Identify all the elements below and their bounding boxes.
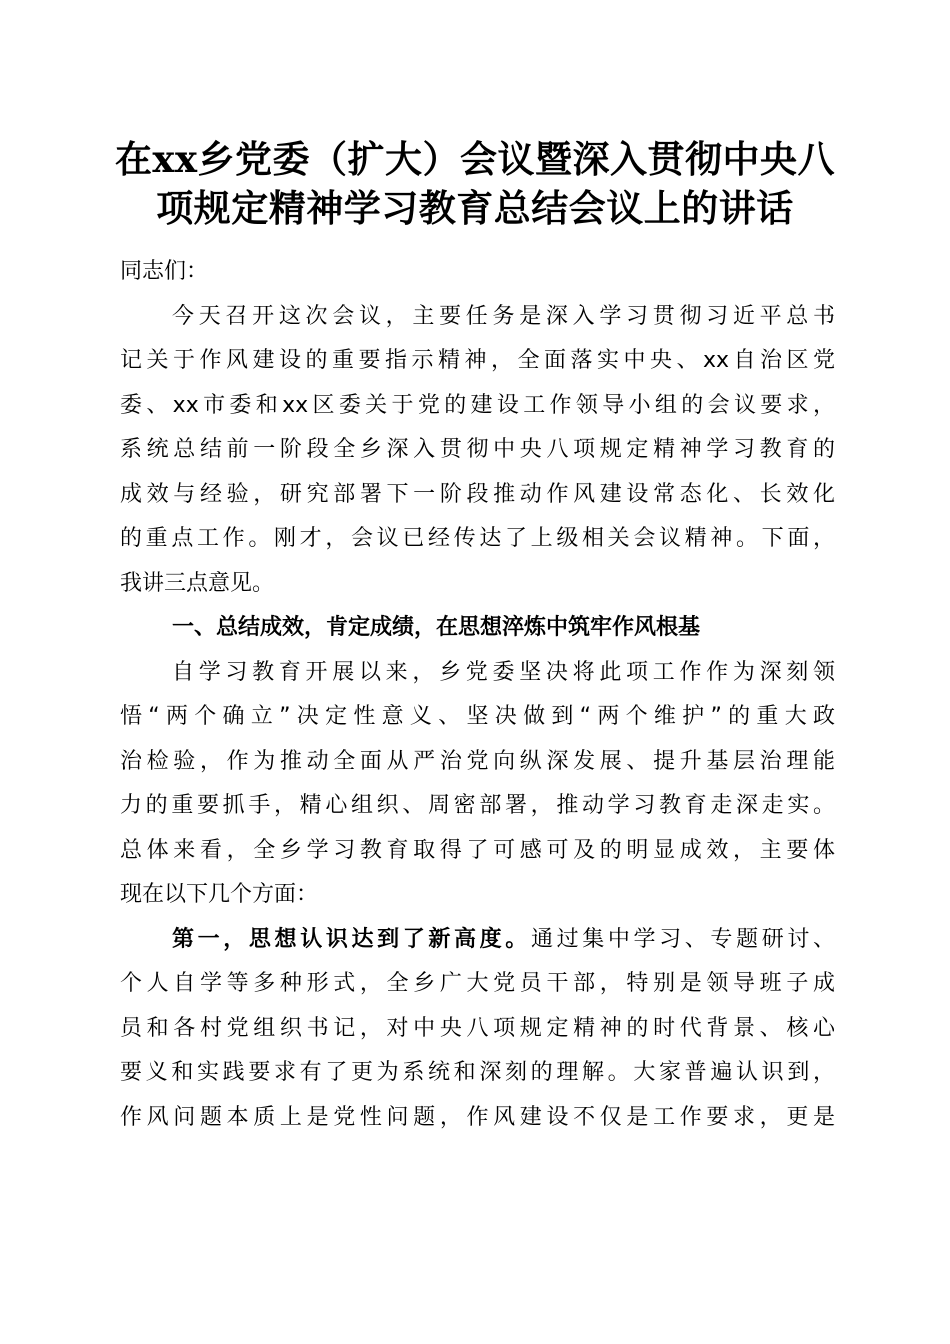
salutation: 同志们： (120, 259, 209, 284)
document-title (90, 135, 860, 233)
paragraph-line: 自学习教育开展以来，乡党委坚决将此项工作作为深刻领 (172, 659, 835, 685)
paragraph-line: 治检验，作为推动全面从严治党向纵深发展、提升基层治理能 (120, 748, 835, 774)
title-line-2: 项规定精神学习教育总结会议上的讲话 (156, 186, 794, 230)
title-line-1: 在xx乡党委（扩大）会议暨深入贯彻中央八 (114, 137, 836, 181)
paragraph-line: 委、xx市委和xx区委关于党的建设工作领导小组的会议要求， (120, 392, 835, 418)
paragraph-line: 悟“两个确立”决定性意义、坚决做到“两个维护”的重大政 (120, 704, 835, 729)
paragraph-line: 要义和实践要求有了更为系统和深刻的理解。大家普遍认识到， (120, 1060, 835, 1085)
paragraph-line: 个人自学等多种形式，全乡广大党员干部，特别是领导班子成 (120, 971, 835, 996)
paragraph-line: 现在以下几个方面： (120, 882, 319, 907)
paragraph-line: 员和各村党组织书记，对中央八项规定精神的时代背景、核心 (120, 1015, 835, 1041)
paragraph-3 (120, 918, 835, 1141)
paragraph-line: 总体来看，全乡学习教育取得了可感可及的明显成效，主要体 (120, 837, 835, 863)
paragraph-line: 记关于作风建设的重要指示精神，全面落实中央、xx自治区党 (120, 348, 835, 373)
paragraph-1 (120, 295, 835, 607)
paragraph-line: 成效与经验，研究部署下一阶段推动作风建设常态化、长效化 (120, 481, 835, 507)
paragraph-2 (120, 651, 835, 918)
paragraph-lead: 第一，思想认识达到了新高度。 (172, 926, 531, 952)
section-heading-1: 一、总结成效，肯定成绩，在思想淬炼中筑牢作风根基 (172, 615, 701, 640)
paragraph-line: 的重点工作。刚才，会议已经传达了上级相关会议精神。下面， (120, 526, 835, 551)
paragraph-line (120, 918, 835, 963)
paragraph-line: 今天召开这次会议，主要任务是深入学习贯彻习近平总书 (172, 303, 835, 329)
paragraph-line: 我讲三点意见。 (120, 570, 275, 596)
paragraph-text: 通过集中学习、专题研讨、 (530, 926, 835, 952)
document-body (120, 250, 835, 1140)
paragraph-line: 系统总结前一阶段全乡深入贯彻中央八项规定精神学习教育的 (120, 437, 835, 462)
paragraph-line: 力的重要抓手，精心组织、周密部署，推动学习教育走深走实。 (120, 793, 835, 818)
paragraph-line: 作风问题本质上是党性问题，作风建设不仅是工作要求，更是 (120, 1104, 835, 1130)
